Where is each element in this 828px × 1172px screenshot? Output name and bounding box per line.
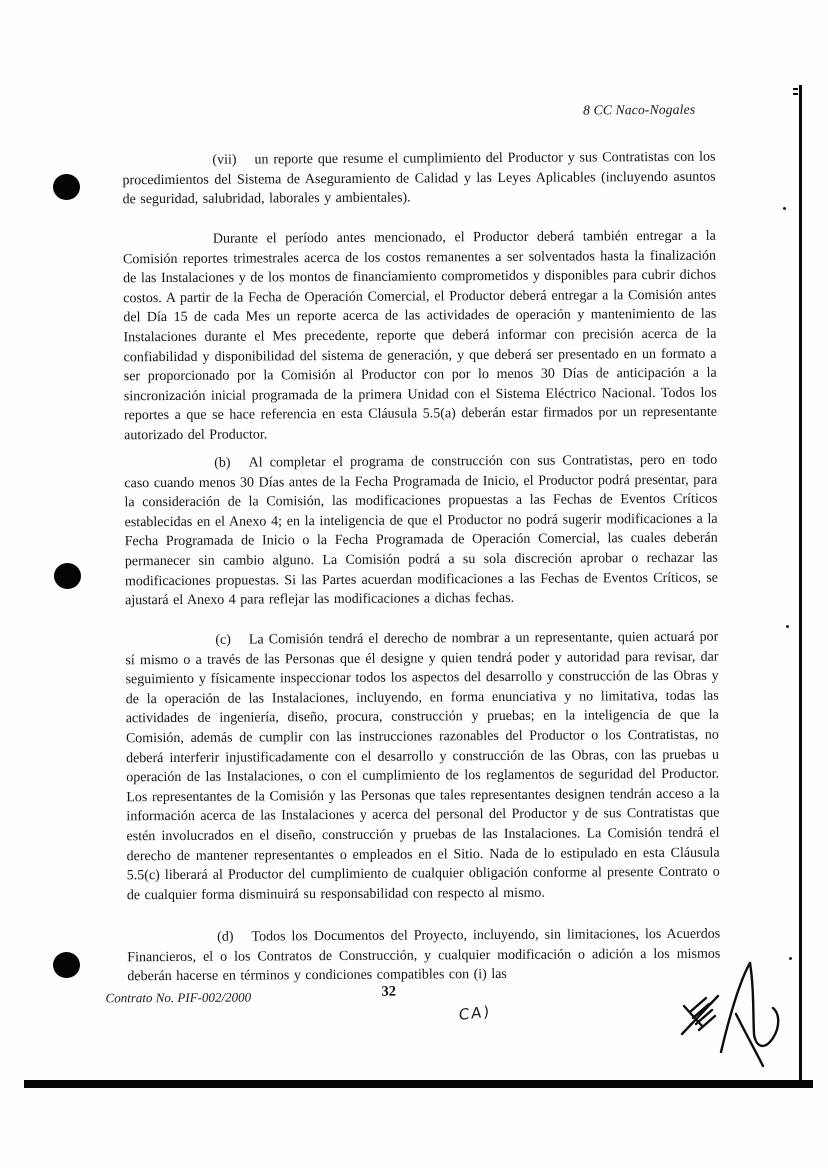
clause-label: (b) — [214, 456, 230, 471]
clause-d-paragraph — [127, 925, 720, 987]
clause-label: (c) — [215, 633, 231, 648]
clause-vii-paragraph — [122, 148, 715, 210]
footer-contract-number: Contrato No. PIF-002/2000 — [105, 990, 251, 1007]
clause-c-paragraph — [125, 628, 720, 906]
page-number: 32 — [381, 984, 396, 1001]
handwritten-note: CA) — [458, 1002, 491, 1024]
clause-label: (d) — [217, 930, 233, 945]
contract-body-text — [121, 0, 714, 2]
signature-mark — [666, 956, 811, 1071]
clause-text: Al completar el programa de construcción con sus Contratistas, pero en todo caso cuando menos 30 Días antes de la Fecha Programada de Inicio, el Productor podrá presentar, para la consideración de la Comisión, las modificaciones propuestas a las Fechas de Eventos Críticos establecidas en el Anexo 4; en la inteligencia de que el Productor no podrá sugerir modificaciones a la Fecha Programada de Inicio o la Fecha Programada de Operación Comercial, las cuales deberán permanecer sin cambio alguno. La Comisión podrá a su sola discreción aprobar o rechazar las modificaciones propuestas. Si las Partes acuerdan modificaciones a las Fechas de Eventos Críticos, se ajustará el Anexo 4 para reflejar las modificaciones a dichas fechas. — [124, 453, 718, 609]
reporting-paragraph — [123, 227, 717, 446]
page-header-reference: 8 CC Naco-Nogales — [583, 102, 695, 119]
clause-label: (vii) — [212, 153, 236, 168]
clause-b-paragraph — [124, 451, 718, 611]
clause-text: La Comisión tendrá el derecho de nombrar a un representante, quien actuará por sí mismo o a través de las Personas que él designe y quien tendrá poder y autoridad para revisar, dar seguimiento y físicamente inspeccionar todos los aspectos del desarrollo y construcción de las Obras y de la operación de las Instalaciones, incluyendo, en forma enunciativa y no limitativa, todas las actividades de ingeniería, diseño, procura, construcción y pruebas; en la inteligencia de que la Comisión, además de cumplir con las instrucciones razonables del Productor o los Contratistas, no deberá interferir injustificadamente con el desarrollo y construcción de las Obras, con las pruebas u operación de las Instalaciones, o con el cumplimiento de los reglamentos de seguridad del Productor. Los representantes de la Comisión y las Personas que tales representantes designen tendrán acceso a la información acerca de las Instalaciones y acerca del personal del Productor y de sus Contratistas que estén involucrados en el diseño, construcción y pruebas de las Instalaciones. La Comisión tendrá el derecho de mantener representantes o empleados en el Sitio. Nada de lo estipulado en esta Cláusula 5.5(c) liberará al Productor del cumplimiento de cualquier obligación conforme al presente Contrato o de cualquier forma disminuirá su responsabilidad con respecto al mismo. — [125, 630, 719, 903]
clause-text: un reporte que resume el cumplimiento del Productor y sus Contratistas con los procedimientos del Sistema de Aseguramiento de Calidad y las Leyes Aplicables (incluyendo asuntos de seguridad, salubridad, laborales y ambientales). — [122, 150, 715, 208]
clause-text: Durante el período antes mencionado, el Productor deberá también entregar a la Comisión reportes trimestrales acerca de los costos remanentes a ser solventados hasta la finalización de las Instalaciones y de los montos de financiamiento comprometidos y disponibles para cubrir dichos costos. A partir de la Fecha de Operación Comercial, el Productor deberá entregar a la Comisión antes del Día 15 de cada Mes un reporte acerca de las actividades de operación y mantenimiento de las Instalaciones durante el Mes precedente, reporte que deberá informar con precisión acerca de la confiabilidad y disponibilidad del sistema de generación, y que deberá ser presentado en un formato a ser proporcionado por la Comisión al Productor con por lo menos 30 Días de anticipación a la sincronización inicial programada de la primera Unidad con el Sistema Eléctrico Nacional. Todos los reportes a que se hace referencia en esta Cláusula 5.5(a) deberán estar firmados por un representante autorizado del Productor. — [123, 229, 717, 444]
clause-text: Todos los Documentos del Proyecto, incluyendo, sin limitaciones, los Acuerdos Financieros, el o los Contratos de Construcción, y cualquier modificación o adición a los mismos deberán hacerse en términos y condiciones compatibles con (i) las — [127, 927, 720, 985]
